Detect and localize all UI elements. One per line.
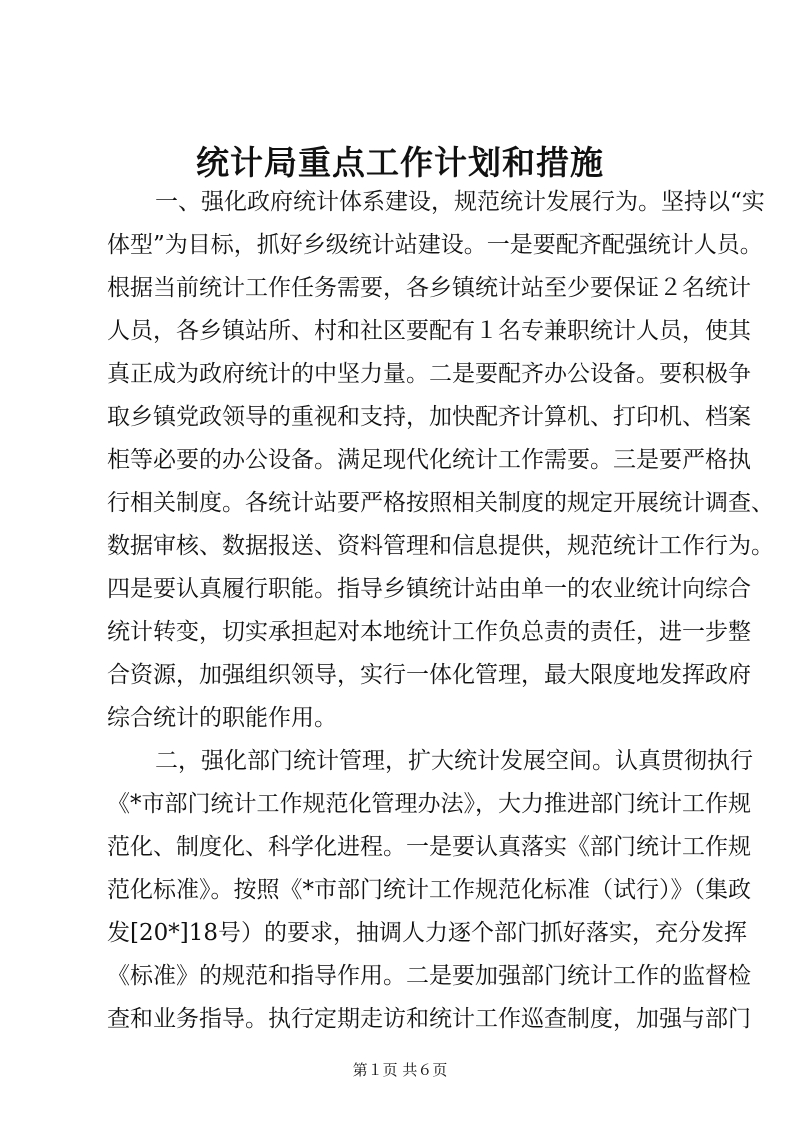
paragraph-2-line-3: 范化、制度化、科学化进程。一是要认真落实《部门统计工作规 bbox=[107, 834, 751, 860]
paragraph-2-line-5: 发[20*]18号）的要求，抽调人力逐个部门抓好落实，充分发挥 bbox=[107, 920, 747, 946]
paragraph-2-line-6: 《标准》的规范和指导作用。二是要加强部门统计工作的监督检 bbox=[107, 963, 751, 989]
paragraph-1-line-7: 柜等必要的办公设备。满足现代化统计工作需要。三是要严格执 bbox=[107, 447, 751, 473]
document-title: 统计局重点工作计划和措施 bbox=[196, 143, 604, 182]
paragraph-1-line-10: 四是要认真履行职能。指导乡镇统计站由单一的农业统计向综合 bbox=[107, 576, 751, 602]
paragraph-1-line-11: 统计转变，切实承担起对本地统计工作负总责的责任，进一步整 bbox=[107, 619, 751, 645]
page-footer: 第１页 共６页 bbox=[352, 1061, 448, 1079]
paragraph-1-line-5: 真正成为政府统计的中坚力量。二是要配齐办公设备。要积极争 bbox=[107, 361, 751, 387]
paragraph-1-line-1: 一、强化政府统计体系建设，规范统计发展行为。坚持以“实 bbox=[155, 189, 765, 215]
paragraph-2-line-1: 二，强化部门统计管理，扩大统计发展空间。认真贯彻执行 bbox=[155, 748, 753, 774]
paragraph-1-line-3: 根据当前统计工作任务需要，各乡镇统计站至少要保证２名统计 bbox=[107, 275, 751, 301]
paragraph-1-line-9: 数据审核、数据报送、资料管理和信息提供，规范统计工作行为。 bbox=[107, 533, 774, 559]
paragraph-1-line-2: 体型”为目标，抓好乡级统计站建设。一是要配齐配强统计人员。 bbox=[107, 232, 763, 258]
paragraph-1-line-13: 综合统计的职能作用。 bbox=[107, 705, 337, 731]
paragraph-2-line-2: 《*市部门统计工作规范化管理办法》，大力推进部门统计工作规 bbox=[107, 791, 751, 817]
paragraph-1-line-6: 取乡镇党政领导的重视和支持，加快配齐计算机、打印机、档案 bbox=[107, 404, 751, 430]
paragraph-2-line-7: 查和业务指导。执行定期走访和统计工作巡查制度，加强与部门 bbox=[107, 1006, 751, 1032]
paragraph-2-line-4: 范化标准》。按照《*市部门统计工作规范化标准（试行）》（集政 bbox=[107, 877, 751, 903]
paragraph-1-line-12: 合资源，加强组织领导，实行一体化管理，最大限度地发挥政府 bbox=[107, 662, 751, 688]
paragraph-1-line-4: 人员，各乡镇站所、村和社区要配有１名专兼职统计人员，使其 bbox=[107, 318, 751, 344]
paragraph-1-line-8: 行相关制度。各统计站要严格按照相关制度的规定开展统计调查、 bbox=[107, 490, 774, 516]
